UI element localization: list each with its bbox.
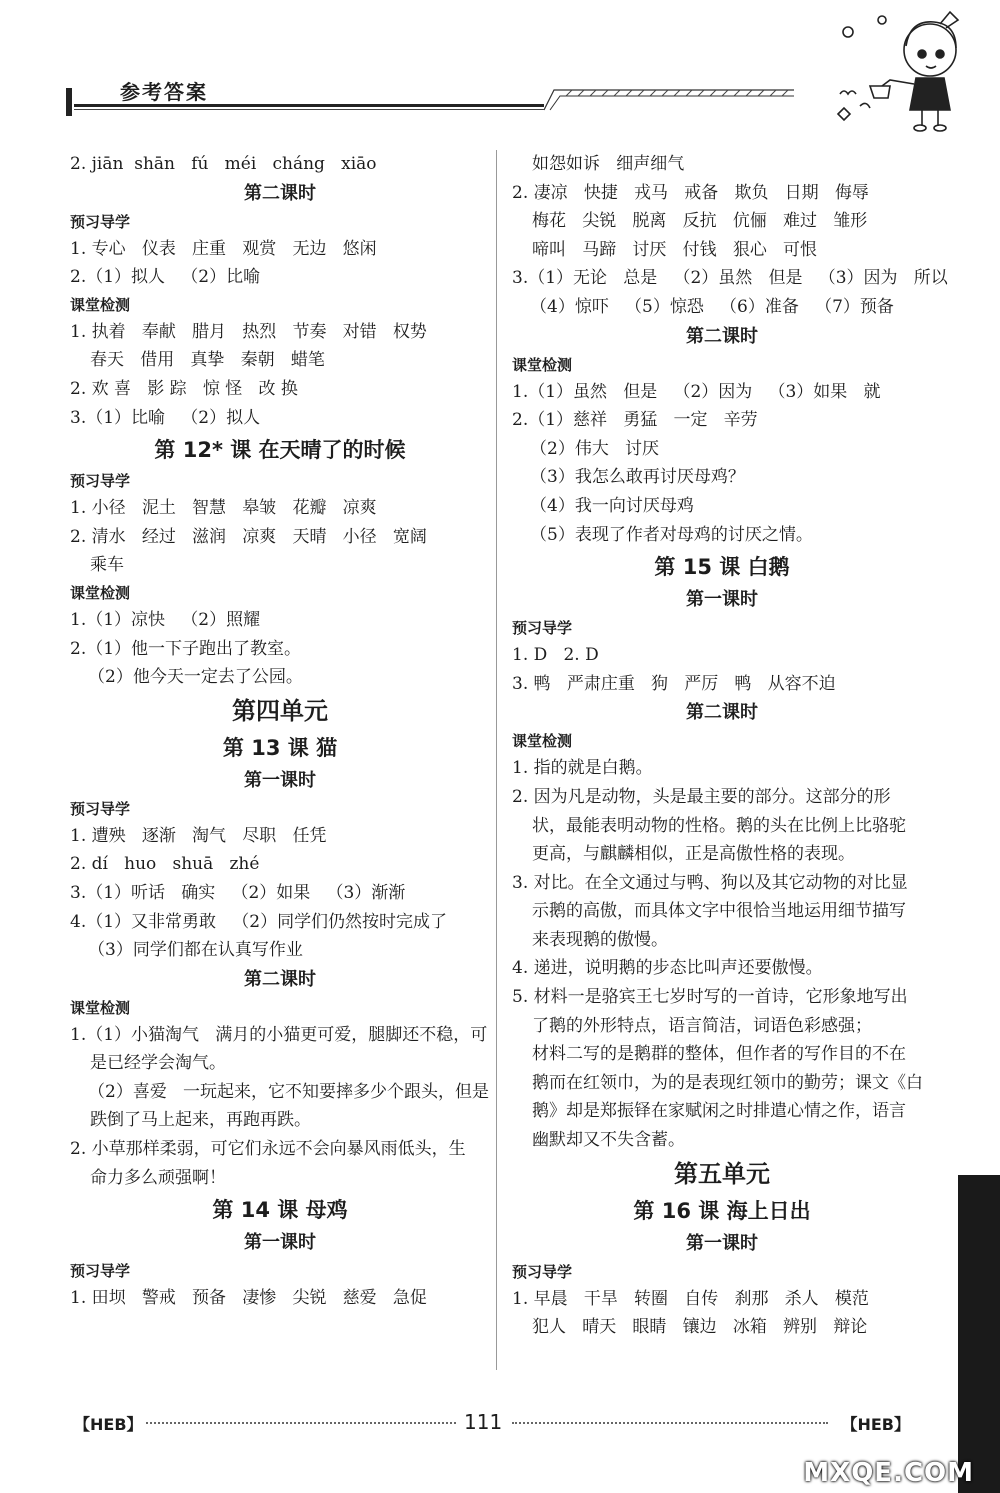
session-heading: 第二课时 <box>244 182 316 204</box>
answer-line: 是已经学会淘气。 <box>90 1053 226 1074</box>
answer-line: 2. 因为凡是动物，头是最主要的部分。这部分的形 <box>512 786 891 807</box>
answer-line: 2.（1）他一下子跑出了教室。 <box>70 638 302 659</box>
answer-line: 材料二写的是鹅群的整体，但作者的写作目的不在 <box>532 1044 906 1065</box>
answer-line: 5. 材料一是骆宾王七岁时写的一首诗，它形象地写出 <box>512 987 908 1008</box>
answer-line: 3. 对比。在全文通过与鸭、狗以及其它动物的对比显 <box>512 872 908 893</box>
lesson-heading: 第 13 课 猫 <box>222 735 338 760</box>
answer-line: （5）表现了作者对母鸡的讨厌之情。 <box>530 524 813 545</box>
answer-line: 2. 欢 喜 影 踪 惊 怪 改 换 <box>70 378 298 399</box>
session-heading: 第一课时 <box>244 769 316 791</box>
answer-line: 了鹅的外形特点，语言简洁，词语色彩感强； <box>532 1015 872 1036</box>
answer-line: 2. dí huo shuā zhé <box>70 854 260 875</box>
page-header <box>66 66 946 126</box>
session-heading: 第一课时 <box>244 1232 316 1254</box>
lesson-heading: 第 14 课 母鸡 <box>212 1198 348 1223</box>
answer-line: 2. 小草那样柔弱，可它们永远不会向暴风雨低头，生 <box>70 1139 466 1160</box>
answer-line: 1. 专心 仪表 庄重 观赏 无边 悠闲 <box>70 238 377 259</box>
answer-line: 啼叫 马蹄 讨厌 付钱 狠心 可恨 <box>532 239 818 260</box>
answer-line: （3）我怎么敢再讨厌母鸡？ <box>530 467 745 488</box>
left-column <box>70 150 490 1313</box>
answer-line: 幽默却又不失含蓄。 <box>532 1130 685 1151</box>
answer-line: 鹅而在红领巾，为的是表现红领巾的勤劳；课文《白 <box>532 1072 923 1093</box>
answer-line: 梅花 尖锐 脱离 反抗 伉俪 难过 雏形 <box>532 211 868 232</box>
page-edge-tab <box>958 1175 1000 1493</box>
answer-line: 2. 清水 经过 滋润 凉爽 天晴 小径 宽阔 <box>70 526 427 547</box>
answer-line: 1. 早晨 干旱 转圈 自传 刹那 杀人 模范 <box>512 1288 869 1309</box>
page-footer <box>66 1408 946 1442</box>
answer-line: 2.（1）拟人 （2）比喻 <box>70 267 261 288</box>
answer-line: 1. 小径 泥土 智慧 皋皱 花瓣 凉爽 <box>70 498 377 519</box>
answer-line: 1.（1）小猫淘气 满月的小猫更可爱，腿脚还不稳，可 <box>70 1024 488 1045</box>
answer-line: 1. 田坝 警戒 预备 凄惨 尖锐 慈爱 急促 <box>70 1288 427 1309</box>
answer-line: 1. 遭殃 逐渐 淘气 尽职 任凭 <box>70 825 327 846</box>
answer-line: 2. 凄凉 快捷 戎马 戒备 欺负 日期 侮辱 <box>512 182 869 203</box>
answer-line: 更高，与麒麟相似，正是高傲性格的表现。 <box>532 844 855 865</box>
section-label: 预习导学 <box>70 1262 131 1281</box>
answer-line: 4. 递进，说明鹅的步态比叫声还要傲慢。 <box>512 958 823 979</box>
answer-line: （2）他今天一定去了公园。 <box>88 667 303 688</box>
session-heading: 第二课时 <box>686 702 758 724</box>
answer-line: 2. jiān shān fú méi cháng xiāo <box>70 154 377 174</box>
answer-line: 3.（1）无论 总是 （2）虽然 但是 （3）因为 所以 <box>512 268 948 289</box>
footer-left-code: 【HEB】 <box>74 1415 143 1434</box>
header-title: 参考答案 <box>120 80 208 104</box>
section-label: 预习导学 <box>512 1262 573 1281</box>
unit-heading: 第四单元 <box>232 696 328 725</box>
header-rule-thin <box>74 109 544 110</box>
answer-line: 鹅》却是郑振铎在家赋闲之时排遣心情之作，语言 <box>532 1101 906 1122</box>
girl-mascot-illustration <box>830 10 970 135</box>
answer-line: 3.（1）听话 确实 （2）如果 （3）渐渐 <box>70 882 406 903</box>
answer-line: 3. 鸭 严肃庄重 狗 严厉 鸭 从容不迫 <box>512 673 836 694</box>
answer-line: 2.（1）慈祥 勇猛 一定 辛劳 <box>512 410 758 431</box>
header-bar-mark <box>66 88 72 116</box>
section-label: 课堂检测 <box>70 583 131 602</box>
session-heading: 第一课时 <box>686 589 758 611</box>
session-heading: 第二课时 <box>244 968 316 990</box>
answer-line: 1.（1）凉快 （2）照耀 <box>70 609 261 630</box>
unit-heading: 第五单元 <box>674 1159 770 1188</box>
watermark-text: MXQE.COM <box>803 1458 974 1488</box>
answer-line: 4.（1）又非常勇敢 （2）同学们仍然按时完成了 <box>70 911 448 932</box>
section-label: 预习导学 <box>512 619 573 638</box>
answer-line: 1. 执着 奉献 腊月 热烈 节奏 对错 权势 <box>70 321 427 342</box>
answer-line: （2）喜爱 一玩起来，它不知要摔多少个跟头，但是 <box>88 1081 490 1102</box>
page-number: 111 <box>464 1410 503 1434</box>
section-label: 课堂检测 <box>512 732 573 751</box>
section-label: 预习导学 <box>70 799 131 818</box>
right-column <box>512 150 948 1342</box>
answer-line: 春天 借用 真挚 秦朝 蜡笔 <box>90 350 325 371</box>
answer-line: 3.（1）比喻 （2）拟人 <box>70 407 261 428</box>
answer-line: （4）我一向讨厌母鸡 <box>530 495 694 516</box>
answer-line: 1. D 2. D <box>512 645 599 666</box>
answer-line: （3）同学们都在认真写作业 <box>88 940 303 961</box>
section-label: 预习导学 <box>70 212 131 231</box>
answer-line: 乘车 <box>90 555 124 576</box>
answer-line: （2）伟大 讨厌 <box>530 438 660 459</box>
section-label: 课堂检测 <box>512 355 573 374</box>
column-divider <box>496 150 497 1370</box>
lesson-heading: 第 16 课 海上日出 <box>633 1198 811 1223</box>
section-label: 课堂检测 <box>70 295 131 314</box>
answer-line: 状，最能表明动物的性格。鹅的头在比例上比骆驼 <box>532 815 906 836</box>
answer-line: 1.（1）虽然 但是 （2）因为 （3）如果 就 <box>512 381 881 402</box>
answer-line: （4）惊吓 （5）惊恐 （6）准备 （7）预备 <box>530 296 894 317</box>
session-heading: 第二课时 <box>686 325 758 347</box>
footer-dotted-rule-left <box>146 1422 456 1424</box>
session-heading: 第一课时 <box>686 1232 758 1254</box>
answer-line: 示鹅的高傲，而具体文字中很恰当地运用细节描写 <box>532 901 906 922</box>
section-label: 课堂检测 <box>70 998 131 1017</box>
answer-line: 如怨如诉 细声细气 <box>532 154 685 174</box>
answer-line: 犯人 晴天 眼睛 镶边 冰箱 辨别 辩论 <box>532 1317 868 1338</box>
footer-right-code: 【HEB】 <box>841 1415 910 1434</box>
header-zigzag-decoration <box>544 82 824 112</box>
lesson-heading: 第 12* 课 在天晴了的时候 <box>154 438 406 463</box>
answer-line: 命力多么顽强啊！ <box>90 1167 226 1188</box>
header-rule <box>74 104 544 107</box>
answer-line: 跌倒了马上起来，再跑再跌。 <box>90 1110 311 1131</box>
answer-line: 来表现鹅的傲慢。 <box>532 929 668 950</box>
lesson-heading: 第 15 课 白鹅 <box>654 555 790 580</box>
answer-line: 1. 指的就是白鹅。 <box>512 758 653 779</box>
footer-dotted-rule-right <box>512 1422 828 1424</box>
section-label: 预习导学 <box>70 472 131 491</box>
